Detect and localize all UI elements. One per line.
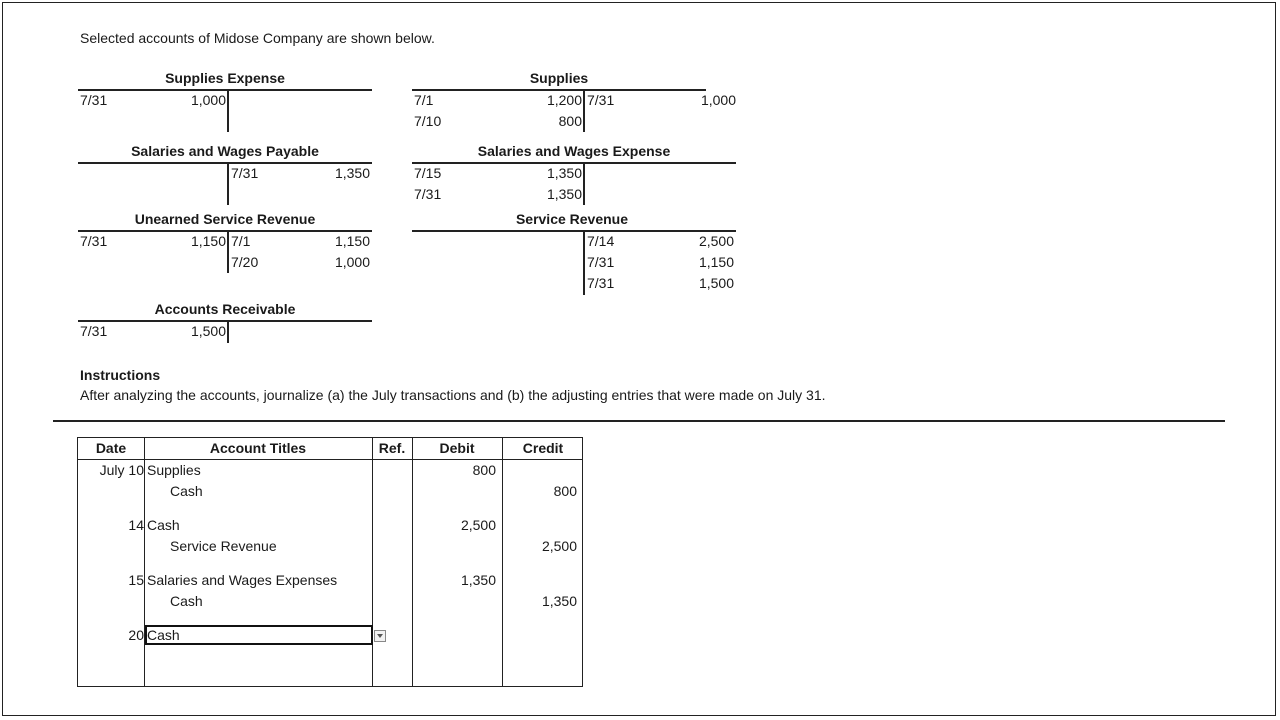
journal-row[interactable] (78, 481, 582, 502)
t-row (412, 231, 734, 252)
entry-account-active-cell[interactable]: Cash (147, 627, 180, 643)
t-row (78, 321, 372, 342)
account-title: Accounts Receivable (154, 301, 296, 317)
entry-credit[interactable]: 800 (553, 483, 577, 499)
entry-account[interactable]: Cash (147, 517, 180, 533)
account-title: Salaries and Wages Expense (477, 143, 671, 159)
credit-amount: 1,000 (334, 254, 370, 270)
t-row (78, 252, 372, 273)
header-account-titles: Account Titles (209, 440, 307, 456)
credit-amount: 1,000 (700, 92, 736, 108)
header-date: Date (95, 440, 127, 456)
journal-row[interactable] (78, 536, 582, 557)
debit-date: 7/1 (414, 92, 434, 108)
credit-amount: 2,500 (698, 233, 734, 249)
credit-date: 7/14 (587, 233, 615, 249)
credit-amount: 1,150 (698, 254, 734, 270)
header-debit: Debit (439, 440, 475, 456)
credit-date: 7/1 (231, 233, 251, 249)
journal-row[interactable] (78, 591, 582, 612)
journal-table (77, 437, 583, 687)
instructions-text: After analyzing the accounts, journalize (a) the July transactions and (b) the adjusting entries that were made on July 31. (80, 387, 826, 403)
entry-date: 14 (128, 517, 144, 533)
debit-amount: 1,000 (190, 92, 226, 108)
entry-account[interactable]: Salaries and Wages Expenses (147, 572, 338, 588)
entry-account[interactable]: Cash (170, 483, 203, 499)
account-title: Salaries and Wages Payable (131, 143, 319, 159)
intro-text: Selected accounts of Midose Company are shown below. (80, 30, 435, 46)
journal-row[interactable] (78, 460, 582, 481)
t-row (412, 163, 706, 184)
credit-date: 7/31 (587, 92, 615, 108)
debit-amount: 1,350 (546, 165, 582, 181)
t-row (78, 163, 372, 184)
credit-date: 7/20 (231, 254, 259, 270)
debit-amount: 800 (558, 113, 582, 129)
debit-amount: 1,150 (190, 233, 226, 249)
journal-row[interactable] (78, 515, 582, 536)
t-row (412, 111, 706, 132)
entry-date: 20 (128, 627, 144, 643)
debit-amount: 1,350 (546, 186, 582, 202)
dropdown-arrow-icon[interactable] (374, 630, 386, 642)
t-row (412, 184, 706, 205)
entry-account[interactable]: Cash (170, 593, 203, 609)
account-title: Supplies Expense (165, 70, 285, 86)
active-cell-selection[interactable] (145, 625, 373, 645)
header-ref: Ref. (378, 440, 406, 456)
t-row (78, 90, 372, 111)
entry-date: July 10 (99, 462, 144, 478)
instructions-heading: Instructions (80, 367, 161, 383)
debit-date: 7/31 (80, 92, 108, 108)
debit-date: 7/10 (414, 113, 442, 129)
t-row (78, 231, 372, 252)
debit-date: 7/31 (80, 233, 108, 249)
account-title: Service Revenue (515, 211, 629, 227)
t-row (412, 90, 736, 111)
debit-date: 7/31 (80, 323, 108, 339)
section-divider (53, 420, 1225, 422)
credit-amount: 1,500 (698, 275, 734, 291)
journal-header (78, 438, 582, 460)
credit-date: 7/31 (231, 165, 259, 181)
entry-account[interactable]: Service Revenue (170, 538, 277, 554)
entry-debit[interactable]: 2,500 (460, 517, 496, 533)
entry-account[interactable]: Supplies (147, 462, 201, 478)
header-credit: Credit (522, 440, 564, 456)
t-row (412, 273, 734, 294)
credit-date: 7/31 (587, 275, 615, 291)
credit-amount: 1,150 (334, 233, 370, 249)
credit-amount: 1,350 (334, 165, 370, 181)
debit-date: 7/15 (414, 165, 442, 181)
entry-debit[interactable]: 1,350 (460, 572, 496, 588)
entry-credit[interactable]: 1,350 (541, 593, 577, 609)
credit-date: 7/31 (587, 254, 615, 270)
account-title: Supplies (529, 70, 589, 86)
debit-amount: 1,500 (190, 323, 226, 339)
t-row (412, 252, 734, 273)
debit-date: 7/31 (414, 186, 442, 202)
entry-credit[interactable]: 2,500 (541, 538, 577, 554)
debit-amount: 1,200 (546, 92, 582, 108)
account-title: Unearned Service Revenue (134, 211, 316, 227)
journal-row[interactable] (78, 570, 582, 591)
entry-debit[interactable]: 800 (472, 462, 496, 478)
entry-date: 15 (128, 572, 144, 588)
